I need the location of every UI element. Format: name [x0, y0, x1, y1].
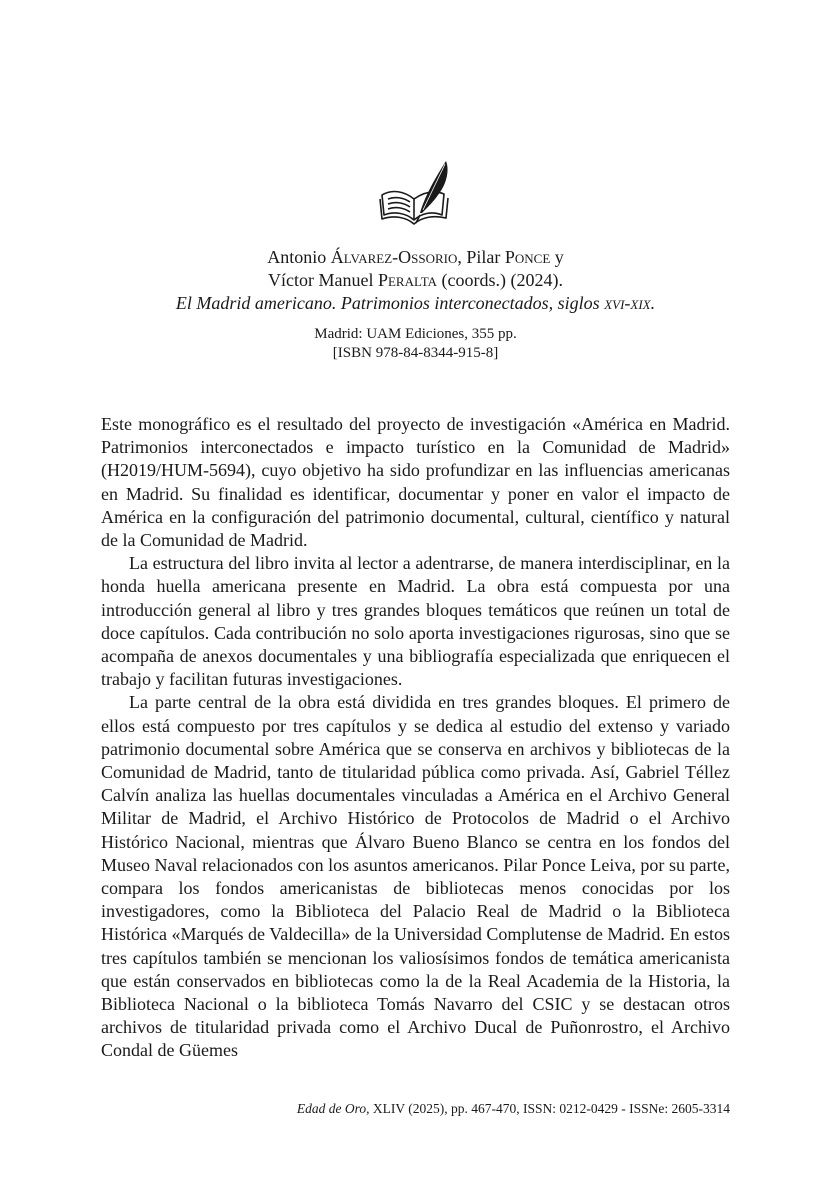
author-surname: Ponce	[504, 247, 551, 267]
book-title-text: El Madrid americano. Patrimonios interconectados, siglos	[175, 293, 605, 313]
review-body	[101, 413, 730, 1063]
author-text: Antonio	[267, 247, 331, 267]
author-text: , Pilar	[457, 247, 505, 267]
author-surname: Álvarez-Ossorio	[330, 247, 458, 267]
paragraph: Este monográfico es el resultado del proyecto de investigación «América en Madrid. Patrimonios interconectados e impacto turístico en la Comunidad de Madrid» (H2019/HUM-5694), cuyo objetivo ha sido profundizar en las influencias americanas en Madrid. Su finalidad es identificar, documentar y poner en valor el impacto de América en la configuración del patrimonio documental, cultural, científico y natural de la Comunidad de Madrid.	[101, 414, 730, 551]
author-text: Víctor Manuel	[268, 270, 378, 290]
book-title	[101, 292, 730, 315]
publisher-line: Madrid: UAM Ediciones, 355 pp.	[314, 326, 517, 342]
review-header	[101, 246, 730, 363]
journal-name: Edad de Oro	[296, 1101, 367, 1116]
book-title-centuries: xvi-xix	[604, 293, 651, 313]
book-quill-icon	[376, 155, 454, 227]
authors-line-2	[101, 269, 730, 292]
author-surname: Peralta	[377, 270, 438, 290]
book-title-text: .	[650, 293, 656, 313]
authors-line	[101, 246, 730, 269]
publication-info	[101, 325, 730, 363]
journal-citation: , XLIV (2025), pp. 467-470, ISSN: 0212-0429 - ISSNe: 2605-3314	[366, 1101, 730, 1116]
author-text: (coords.) (2024).	[437, 270, 563, 290]
author-text: y	[550, 247, 564, 267]
page-footer	[101, 1100, 730, 1118]
isbn-line: [ISBN 978-84-8344-915-8]	[332, 345, 499, 361]
paragraph: La estructura del libro invita al lector a adentrarse, de manera interdisciplinar, en la honda huella americana presente en Madrid. La obra está compuesta por una introducción general al libro y tres grandes bloques temáticos que reúnen un total de doce capítulos. Cada contribución no solo aporta investigaciones rigurosas, sino que se acompaña de anexos documentales y una bibliografía especializada que enriquecen el trabajo y facilitan futuras investigaciones.	[101, 553, 730, 690]
paragraph: La parte central de la obra está dividida en tres grandes bloques. El primero de ellos está compuesto por tres capítulos y se dedica al estudio del extenso y variado patrimonio documental sobre América que se conserva en archivos y bibliotecas de la Comunidad de Madrid, tanto de titularidad pública como privada. Así, Gabriel Téllez Calvín analiza las huellas documentales vinculadas a América en el Archivo General Militar de Madrid, el Archivo Histórico de Protocolos de Madrid o el Archivo Histórico Nacional, mientras que Álvaro Bueno Blanco se centra en los fondos del Museo Naval relacionados con los asuntos americanos. Pilar Ponce Leiva, por su parte, compara los fondos americanistas de bibliotecas menos conocidas por los investigadores, como la Biblioteca del Palacio Real de Madrid o la Biblioteca Histórica «Marqués de Valdecilla» de la Universidad Complutense de Madrid. En estos tres capítulos también se mencionan los valiosísimos fondos de temática americanista que están conservados en bibliotecas como la de la Real Academia de la Historia, la Biblioteca Nacional o la biblioteca Tomás Navarro del CSIC y se destacan otros archivos de titularidad privada como el Archivo Ducal de Puñonrostro, el Archivo Condal de Güemes	[101, 692, 730, 1061]
